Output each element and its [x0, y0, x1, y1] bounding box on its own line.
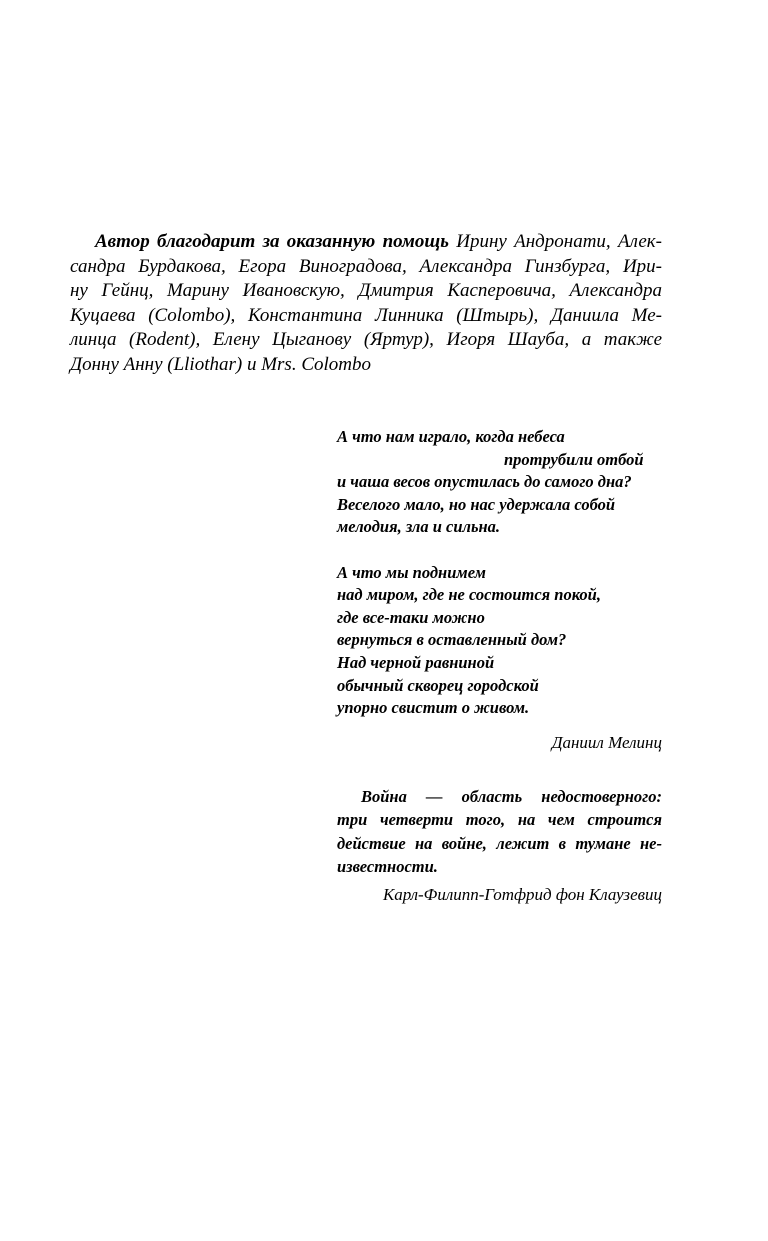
poem-line: Веселого мало, но нас удержала собой	[337, 494, 616, 514]
acknowledgement-line: сандра Бурдакова, Егора Виноградова, Александра Гинзбурга, Ири-	[70, 255, 662, 277]
poem-line: и чаша весов опустилась до самого дна?	[337, 472, 632, 492]
acknowledgement-line: Куцаева (Colombo), Константина Линника (Штырь), Даниила Ме-	[70, 304, 662, 326]
acknowledgement-lead: Автор благодарит за оказанную помощь	[95, 231, 449, 252]
quote-author: Карл-Филипп-Готфрид фон Клаузевиц	[382, 885, 662, 904]
acknowledgement-line: Донну Анну (Lliothar) и Mrs. Colombo	[70, 353, 372, 375]
poem-line: А что нам играло, когда небеса	[337, 427, 565, 446]
poem-author: Даниил Мелинц	[551, 733, 662, 752]
poem-line: протрубили отбой	[504, 449, 644, 469]
poem-line: Над черной равниной	[337, 652, 495, 672]
poem-line: обычный скворец городской	[337, 675, 539, 695]
poem-line: А что мы поднимем	[337, 562, 486, 582]
poem-line: мелодия, зла и сильна.	[337, 517, 501, 537]
poem-line: упорно свистит о живом.	[337, 698, 530, 718]
poem-line: над миром, где не состоится покой,	[337, 585, 601, 605]
acknowledgement-line1-rest: Ирину Андронати, Алек-	[448, 231, 662, 252]
stanza-break	[337, 539, 662, 562]
quote-line: действие на войне, лежит в тумане не-	[337, 833, 662, 853]
quote-line: Война — область недостоверного:	[361, 787, 662, 806]
quote-line: три четверти того, на чем строится	[337, 810, 662, 830]
epigraph-poem	[337, 426, 662, 720]
acknowledgement-paragraph	[70, 230, 662, 377]
poem-line: вернуться в оставленный дом?	[337, 630, 567, 650]
epigraph-quote	[337, 785, 662, 879]
acknowledgement-line	[70, 230, 662, 255]
acknowledgement-line: линца (Rodent), Елену Цыганову (Яртур), Игоря Шауба, а также	[70, 329, 662, 350]
acknowledgement-line: ну Гейнц, Марину Ивановскую, Дмитрия Касперовича, Александра	[70, 280, 662, 301]
poem-line: где все-таки можно	[337, 607, 485, 627]
quote-line: известности.	[337, 857, 438, 877]
